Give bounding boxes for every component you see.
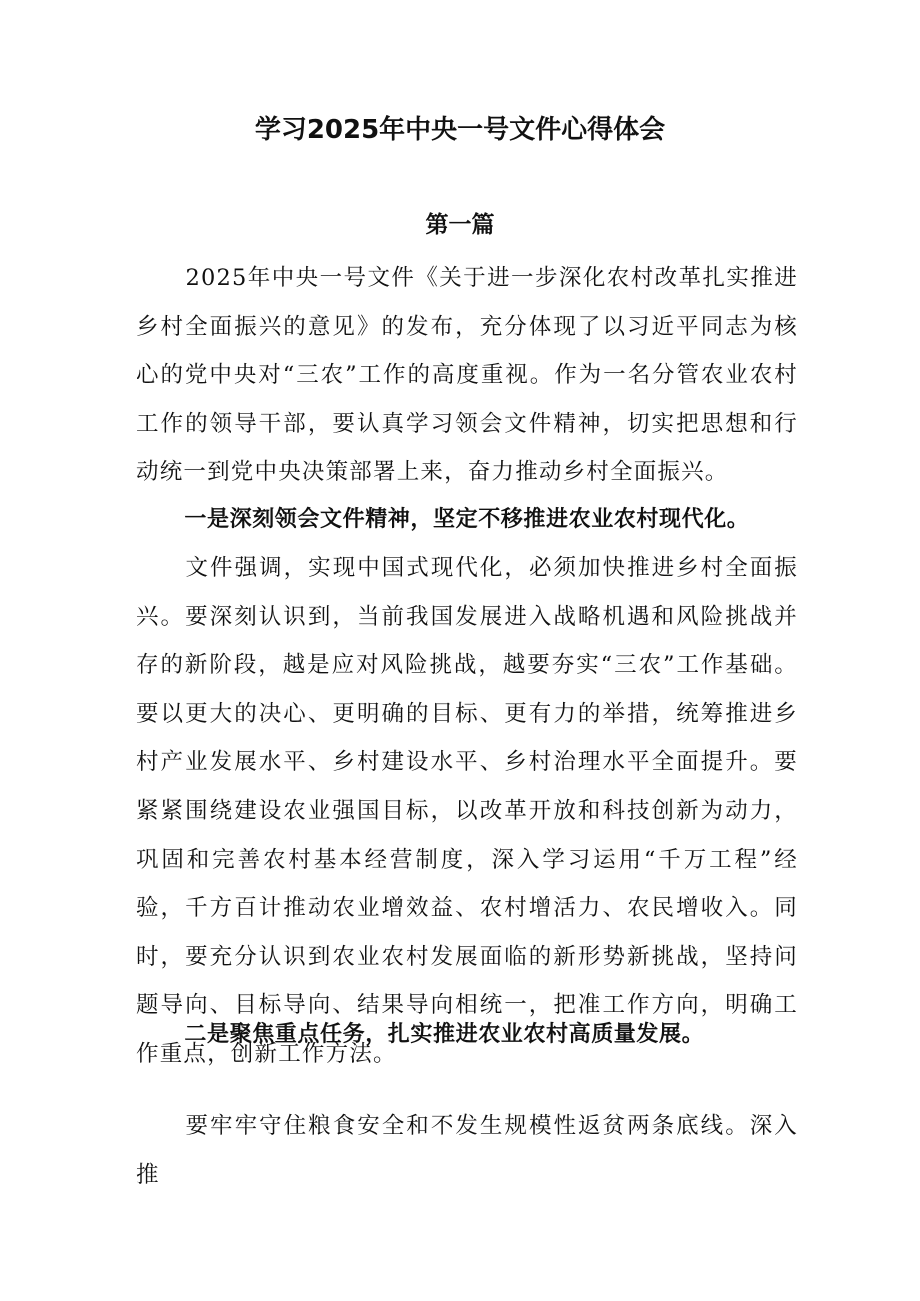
heading-point-two: 二是聚焦重点任务，扎实推进农业农村高质量发展。 bbox=[184, 1022, 705, 1047]
paragraph-intro: 2025年中央一号文件《关于进一步深化农村改革扎实推进乡村全面振兴的意见》的发布，充分体现了以习近平同志为核心的党中央对“三农”工作的高度重视。作为一名分管农业农村工作的领导干部，要认真学习领会文件精神，切实把思想和行动统一到党中央决策部署上来，奋力推动乡村全面振兴。 bbox=[136, 265, 798, 486]
document-title: 学习2025年中央一号文件心得体会 bbox=[254, 115, 666, 145]
section-title: 第一篇 bbox=[425, 212, 495, 238]
paragraph-point-two: 要牢牢守住粮食安全和不发生规模性返贫两条底线。深入推 bbox=[136, 1113, 798, 1188]
heading-point-one: 一是深刻领会文件精神，坚定不移推进农业农村现代化。 bbox=[184, 507, 750, 532]
paragraph-point-one: 文件强调，实现中国式现代化，必须加快推进乡村全面振兴。要深刻认识到，当前我国发展进入战略机遇和风险挑战并存的新阶段，越是应对风险挑战，越要夯实“三农”工作基础。要以更大的决心、更明确的目标、更有力的举措，统筹推进乡村产业发展水平、乡村建设水平、乡村治理水平全面提升。要紧紧围绕建设农业强国目标，以改革开放和科技创新为动力，巩固和完善农村基本经营制度，深入学习运用“千万工程”经验，千方百计推动农业增效益、农村增活力、农民增收入。同时，要充分认识到农业农村发展面临的新形势新挑战，坚持问题导向、目标导向、结果导向相统一，把准工作方向，明确工作重点，创新工作方法。 bbox=[136, 555, 798, 1067]
